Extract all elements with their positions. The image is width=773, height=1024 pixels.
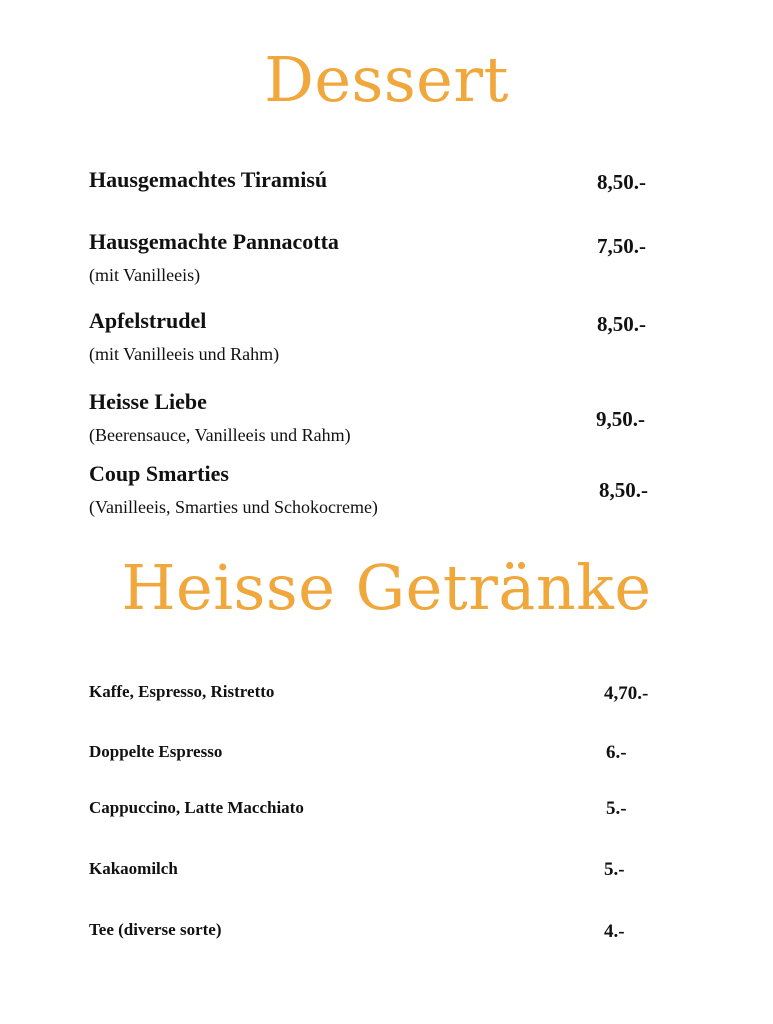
- drinks-item-name: Doppelte Espresso: [89, 742, 223, 761]
- dessert-item-price: 8,50.-: [597, 170, 646, 194]
- dessert-item-name: Apfelstrudel: [89, 308, 207, 333]
- drinks-item-name: Kakaomilch: [89, 859, 178, 878]
- dessert-item-note: (mit Vanilleeis und Rahm): [89, 344, 280, 364]
- drinks-item-name: Cappuccino, Latte Macchiato: [89, 798, 304, 817]
- dessert-item-name: Hausgemachtes Tiramisú: [89, 167, 328, 192]
- drinks-heading: Heisse Getränke: [121, 551, 652, 624]
- dessert-item-price: 9,50.-: [596, 407, 645, 431]
- dessert-item-name: Heisse Liebe: [89, 389, 207, 414]
- dessert-item-name: Coup Smarties: [89, 461, 229, 486]
- dessert-item-price: 7,50.-: [597, 234, 646, 258]
- drinks-item-price: 6.-: [606, 742, 627, 763]
- dessert-heading: Dessert: [264, 43, 509, 116]
- dessert-item-note: (mit Vanilleeis): [89, 265, 201, 285]
- drinks-item-price: 5.-: [604, 859, 625, 880]
- dessert-item-name: Hausgemachte Pannacotta: [89, 229, 339, 254]
- drinks-item-name: Kaffe, Espresso, Ristretto: [89, 682, 275, 701]
- dessert-item-price: 8,50.-: [599, 478, 648, 502]
- dessert-item-note: (Vanilleeis, Smarties und Schokocreme): [89, 497, 378, 517]
- dessert-item-note: (Beerensauce, Vanilleeis und Rahm): [89, 425, 351, 445]
- dessert-item-price: 8,50.-: [597, 312, 646, 336]
- drinks-item-price: 5.-: [606, 798, 627, 819]
- drinks-item-price: 4.-: [604, 921, 625, 942]
- drinks-item-name: Tee (diverse sorte): [89, 920, 222, 939]
- drinks-item-price: 4,70.-: [604, 683, 649, 704]
